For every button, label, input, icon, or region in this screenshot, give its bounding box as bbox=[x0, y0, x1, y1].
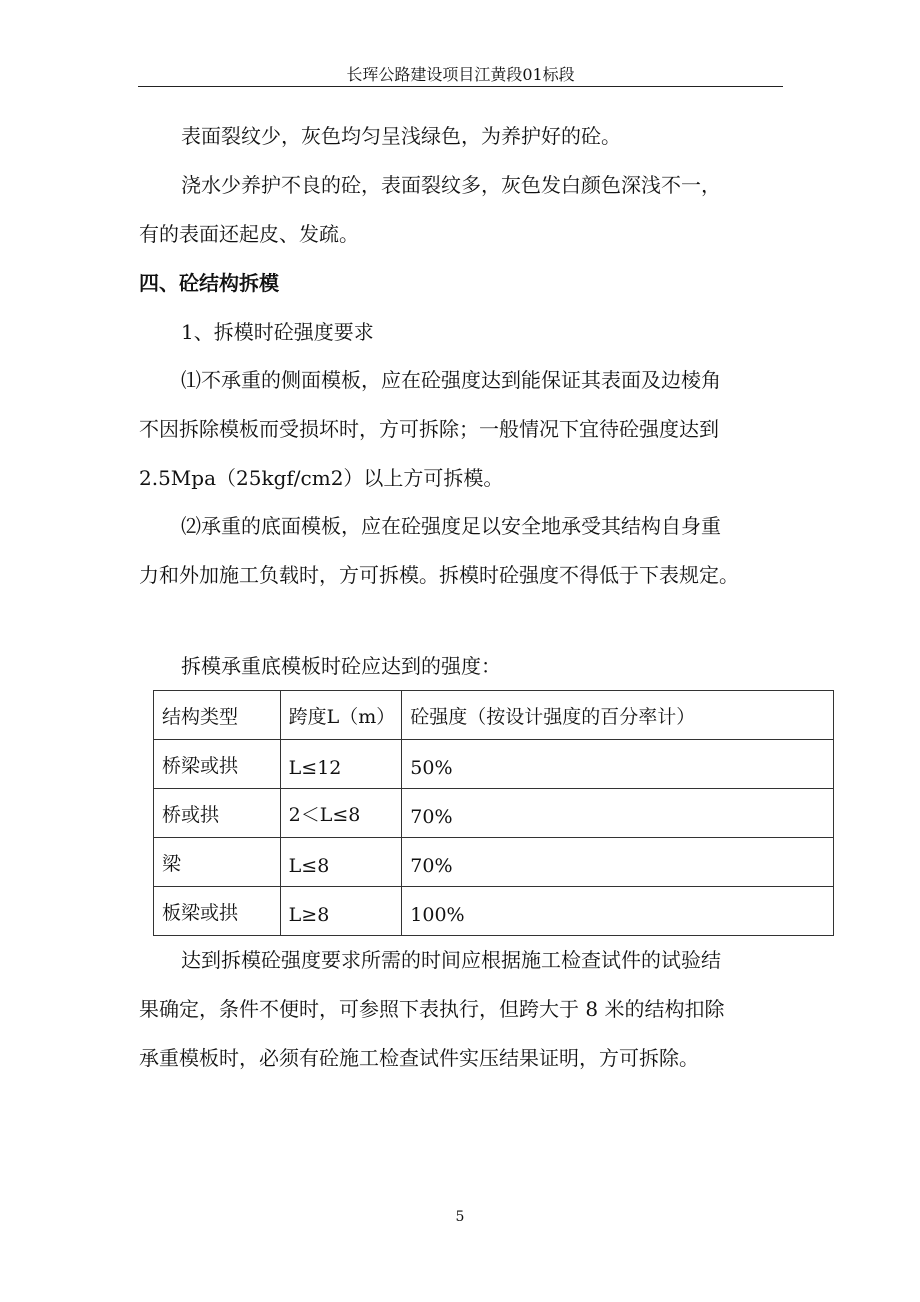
table-row bbox=[154, 740, 834, 789]
table-cell bbox=[280, 887, 402, 936]
sub-heading: 1、拆模时砼强度要求 bbox=[181, 320, 374, 344]
cell-value: 50% bbox=[410, 757, 453, 779]
header-cell: 砼强度（按设计强度的百分率计） bbox=[402, 691, 834, 740]
cell-value: L≤8 bbox=[288, 855, 330, 877]
table-cell bbox=[402, 887, 834, 936]
paragraph-line: 浇水少养护不良的砼，表面裂纹多，灰色发白颜色深浅不一， bbox=[181, 173, 721, 197]
table-cell bbox=[402, 740, 834, 789]
cell-value: L≥8 bbox=[288, 904, 330, 926]
header-cell: 结构类型 bbox=[154, 691, 281, 740]
table-cell: 桥或拱 bbox=[154, 789, 281, 838]
paragraph-line: 有的表面还起皮、发疏。 bbox=[139, 222, 359, 246]
table-cell bbox=[280, 838, 402, 887]
strength-table bbox=[153, 690, 834, 936]
header-cell: 跨度L（m） bbox=[280, 691, 402, 740]
paragraph-line: 不因拆除模板而受损坏时，方可拆除；一般情况下宜待砼强度达到 bbox=[139, 417, 719, 441]
table-row bbox=[154, 887, 834, 936]
table-cell: 板梁或拱 bbox=[154, 887, 281, 936]
page-number: 5 bbox=[455, 1209, 465, 1225]
paragraph-line: ⑴不承重的侧面模板，应在砼强度达到能保证其表面及边棱角 bbox=[181, 368, 721, 392]
table-row bbox=[154, 789, 834, 838]
paragraph-line: 表面裂纹少，灰色均匀呈浅绿色，为养护好的砼。 bbox=[181, 124, 621, 148]
cell-value: L≤12 bbox=[288, 757, 342, 779]
section-heading: 四、砼结构拆模 bbox=[139, 271, 279, 295]
paragraph-line: 果确定，条件不便时，可参照下表执行，但跨大于 8 米的结构扣除 bbox=[139, 997, 725, 1021]
table-cell: 2＜L≤8 bbox=[280, 789, 402, 838]
paragraph-line: 力和外加施工负载时，方可拆模。拆模时砼强度不得低于下表规定。 bbox=[139, 563, 739, 587]
table-cell bbox=[402, 838, 834, 887]
table-cell bbox=[280, 740, 402, 789]
paragraph-line: 达到拆模砼强度要求所需的时间应根据施工检查试件的试验结 bbox=[181, 948, 721, 972]
table-row bbox=[154, 838, 834, 887]
header-divider bbox=[138, 86, 783, 87]
table-header-row bbox=[154, 691, 834, 740]
cell-value: 70% bbox=[410, 855, 453, 877]
cell-value: 70% bbox=[410, 806, 453, 828]
table-cell: 梁 bbox=[154, 838, 281, 887]
table-cell bbox=[402, 789, 834, 838]
paragraph-line: 承重模板时，必须有砼施工检查试件实压结果证明，方可拆除。 bbox=[139, 1046, 699, 1070]
running-header: 长珲公路建设项目江黄段01标段 bbox=[346, 65, 575, 84]
paragraph-line: ⑵承重的底面模板，应在砼强度足以安全地承受其结构自身重 bbox=[181, 514, 721, 538]
table-caption: 拆模承重底模板时砼应达到的强度： bbox=[181, 654, 501, 678]
paragraph-line: 2.5Mpa（25kgf/cm2）以上方可拆模。 bbox=[139, 466, 504, 490]
table-cell: 桥梁或拱 bbox=[154, 740, 281, 789]
cell-value: 100% bbox=[410, 904, 465, 926]
